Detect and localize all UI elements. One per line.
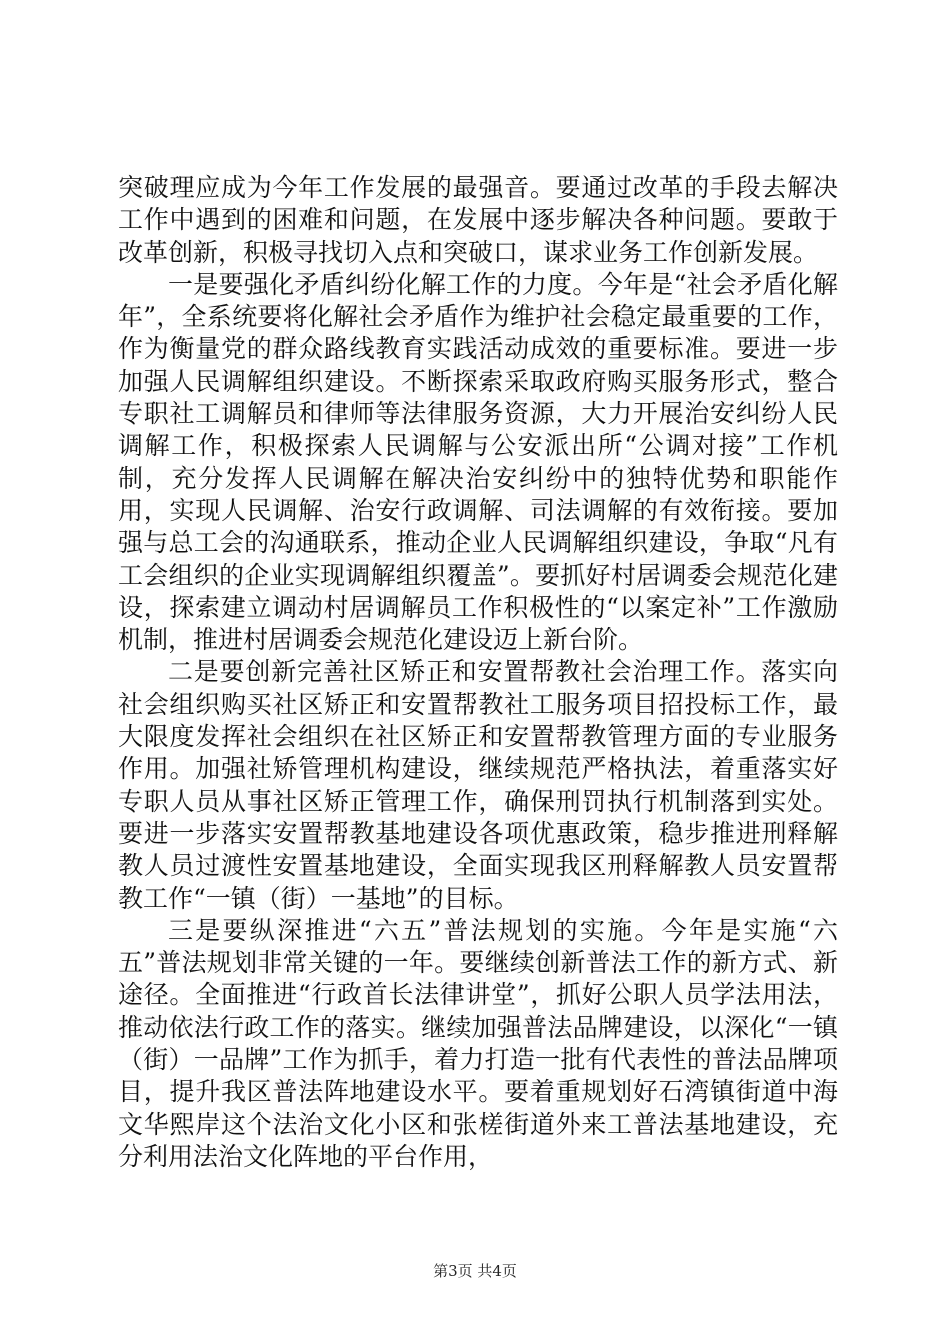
paragraph-legal-education: 三是要纵深推进“六五”普法规划的实施。今年是实施“六五”普法规划非常关键的一年。要继续创新普法工作的新方式、新途径。全面推进“行政首长法律讲堂”，抓好公职人员学法用法，推动依法行政工作的落实。继续加强普法品牌建设，以深化“一镇（街）一品牌”工作为抓手，着力打造一批有代表性的普法品牌项目，提升我区普法阵地建设水平。要着重规划好石湾镇街道中海文华熙岸这个法治文化小区和张槎街道外来工普法基地建设，充分利用法治文化阵地的平台作用， <box>118 915 838 1171</box>
page-number-footer: 第3页 共4页 <box>433 1262 517 1280</box>
paragraph-continuation: 突破理应成为今年工作发展的最强音。要通过改革的手段去解决工作中遇到的困难和问题，在发展中逐步解决各种问题。要敢于改革创新，积极寻找切入点和突破口，谋求业务工作创新发展。 <box>118 173 838 267</box>
paragraph-mediation: 一是要强化矛盾纠纷化解工作的力度。今年是“社会矛盾化解年”，全系统要将化解社会矛盾作为维护社会稳定最重要的工作，作为衡量党的群众路线教育实践活动成效的重要标准。要进一步加强人民调解组织建设。不断探索采取政府购买服务形式，整合专职社工调解员和律师等法律服务资源，大力开展治安纠纷人民调解工作，积极探索人民调解与公安派出所“公调对接”工作机制，充分发挥人民调解在解决治安纠纷中的独特优势和职能作用，实现人民调解、治安行政调解、司法调解的有效衔接。要加强与总工会的沟通联系，推动企业人民调解组织建设，争取“凡有工会组织的企业实现调解组织覆盖”。要抓好村居调委会规范化建设，探索建立调动村居调解员工作积极性的“以案定补”工作激励机制，推进村居调委会规范化建设迈上新台阶。 <box>118 269 838 655</box>
document-body <box>118 172 838 1173</box>
paragraph-community-correction: 二是要创新完善社区矫正和安置帮教社会治理工作。落实向社会组织购买社区矫正和安置帮教社工服务项目招投标工作，最大限度发挥社会组织在社区矫正和安置帮教管理方面的专业服务作用。加强社矫管理机构建设，继续规范严格执法，着重落实好专职人员从事社区矫正管理工作，确保刑罚执行机制落到实处。要进一步落实安置帮教基地建设各项优惠政策，稳步推进刑释解教人员过渡性安置基地建设，全面实现我区刑释解教人员安置帮教工作“一镇（街）一基地”的目标。 <box>118 657 838 913</box>
